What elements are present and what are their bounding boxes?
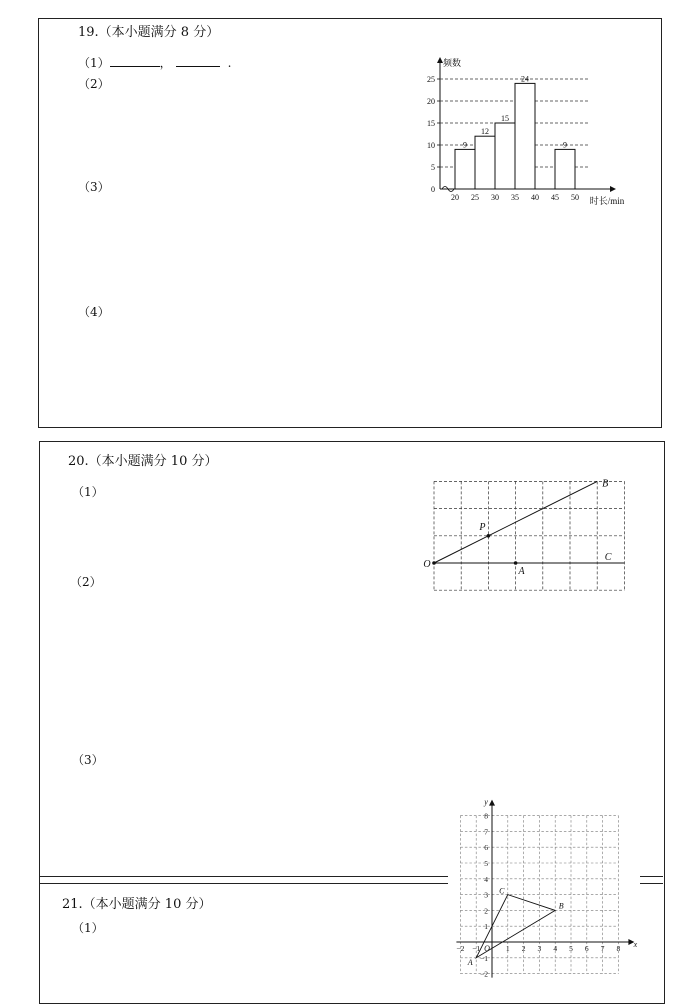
label-C: C [499, 886, 505, 896]
histogram-bar [555, 149, 575, 189]
q19-blank-2[interactable] [176, 55, 220, 67]
q19-blank-1[interactable] [110, 55, 160, 67]
x-tick-label: 50 [571, 193, 579, 202]
y-tick-label: −2 [480, 969, 488, 979]
y-tick-label: 7 [484, 827, 488, 837]
x-tick-label: 2 [521, 944, 526, 953]
q19-part4: （4） [78, 305, 110, 319]
x-tick-label: 35 [511, 193, 519, 202]
x-tick-label: 5 [569, 944, 573, 953]
label-A: A [518, 566, 525, 577]
q21-part1: （1） [72, 921, 104, 935]
label-B: B [558, 901, 564, 911]
x-tick-label: 8 [616, 944, 621, 953]
y-tick-label: 5 [431, 163, 435, 172]
y-tick-label: 2 [484, 906, 488, 916]
y-tick-label: 10 [427, 141, 435, 150]
label-P: P [479, 521, 486, 533]
bar-value-label: 15 [501, 114, 509, 123]
x-tick-label: 4 [553, 944, 558, 953]
x-tick-label: 45 [551, 193, 559, 202]
point-P [487, 534, 491, 538]
point-A [514, 561, 518, 565]
y-tick-label: 25 [427, 75, 435, 84]
q19-part2: （2） [78, 77, 110, 91]
histogram-bar [515, 83, 535, 189]
y-tick-label: −1 [480, 953, 488, 963]
q19-part1-label: （1） [78, 56, 110, 70]
x-tick-label: 25 [471, 193, 479, 202]
x-tick-label: 40 [531, 193, 539, 202]
q20-part3: （3） [72, 753, 104, 767]
q21-coordinate-figure [448, 790, 640, 980]
y-axis-label: y [484, 797, 488, 807]
origin-label: O [484, 944, 490, 953]
label-A: A [467, 957, 473, 967]
q19-period: . [227, 56, 232, 70]
y-axis-title: 频数 [443, 58, 462, 68]
x-tick-label: 3 [537, 944, 542, 953]
y-tick-label: 20 [427, 97, 435, 106]
label-O: O [423, 559, 431, 570]
label-B: B [602, 478, 609, 490]
label-C: C [604, 552, 612, 563]
x-tick-label: 30 [491, 193, 499, 202]
q19-comma: ， [159, 56, 172, 70]
x-axis-label: x [633, 940, 638, 949]
x-axis-title: 时长/min [589, 196, 625, 206]
bar-value-label: 12 [481, 127, 489, 137]
x-tick-label: −1 [472, 944, 481, 953]
q19-part1 [78, 55, 231, 70]
y-tick-label: 3 [484, 890, 488, 900]
bar-value-label: 9 [563, 140, 567, 150]
q19-part3: （3） [78, 180, 110, 194]
q20-part1: （1） [72, 485, 104, 499]
y-tick-label: 1 [484, 922, 488, 932]
x-tick-label: 20 [451, 193, 459, 202]
q20-title: 20.（本小题满分 10 分） [68, 454, 218, 469]
q19-title: 19.（本小题满分 8 分） [78, 25, 220, 40]
x-axis-arrow [610, 186, 616, 192]
y-tick-label: 15 [427, 119, 435, 128]
y-tick-label: 4 [484, 874, 488, 884]
q21-title: 21.（本小题满分 10 分） [62, 897, 212, 912]
point-O [432, 561, 436, 565]
histogram-bar [495, 123, 515, 189]
q20-grid-figure [418, 475, 633, 595]
y-tick-label: 6 [484, 843, 488, 853]
x-tick-label: 1 [505, 944, 510, 953]
y-axis-arrow [489, 800, 495, 806]
bar-value-label: 9 [463, 140, 467, 150]
q20-part2: （2） [70, 575, 102, 589]
q19-histogram [420, 55, 635, 215]
y-tick-label: 8 [484, 811, 488, 821]
y-tick-label: 0 [431, 185, 435, 194]
x-tick-label: 6 [584, 944, 589, 953]
histogram-bar [475, 136, 495, 189]
histogram-bar [455, 149, 475, 189]
x-tick-label: −2 [456, 944, 465, 953]
y-tick-label: 5 [484, 859, 488, 868]
x-tick-label: 7 [600, 944, 605, 953]
bar-value-label: 24 [521, 74, 529, 84]
